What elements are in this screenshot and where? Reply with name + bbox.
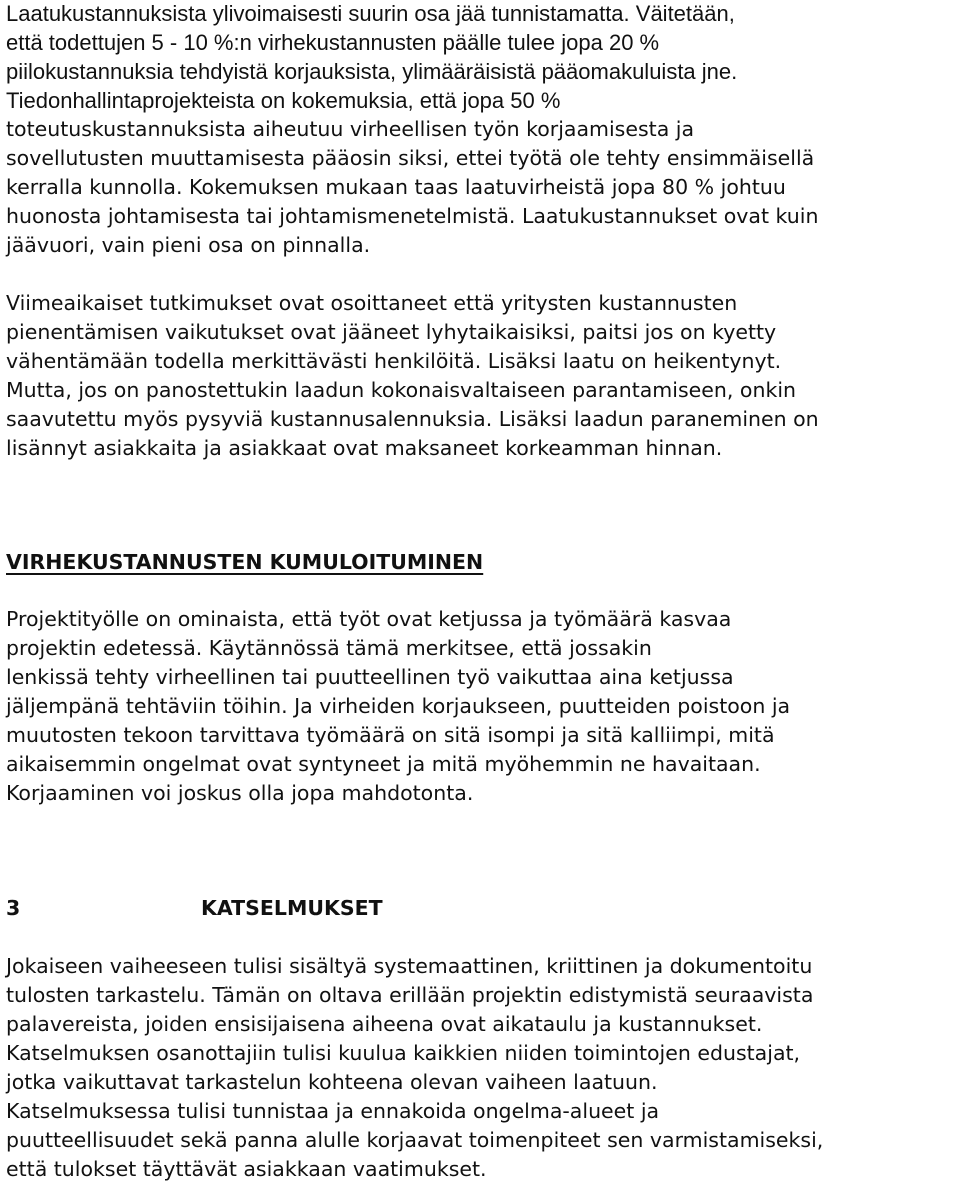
section-heading: VIRHEKUSTANNUSTEN KUMULOITUMINEN: [6, 550, 484, 574]
chapter-title: KATSELMUKSET: [201, 896, 383, 920]
paragraph-line: Viimeaikaiset tutkimukset ovat osoittaneet että yritysten kustannusten: [6, 291, 738, 315]
paragraph-line: aikaisemmin ongelmat ovat syntyneet ja mitä myöhemmin ne havaitaan.: [6, 752, 761, 776]
paragraph-line: vähentämään todella merkittävästi henkilöitä. Lisäksi laatu on heikentynyt.: [6, 349, 782, 373]
paragraph-line: lisännyt asiakkaita ja asiakkaat ovat maksaneet korkeamman hinnan.: [6, 436, 723, 460]
paragraph-line: puutteellisuudet sekä panna alulle korjaavat toimenpiteet sen varmistamiseksi,: [6, 1128, 824, 1152]
paragraph-line: että tulokset täyttävät asiakkaan vaatimukset.: [6, 1157, 487, 1181]
paragraph-line: Projektityölle on ominaista, että työt ovat ketjussa ja työmäärä kasvaa: [6, 607, 732, 631]
paragraph-line: Katselmuksessa tulisi tunnistaa ja ennakoida ongelma-alueet ja: [6, 1099, 660, 1123]
paragraph-line: jäljempänä tehtäviin töihin. Ja virheiden korjaukseen, puutteiden poistoon ja: [6, 694, 791, 718]
paragraph-line: saavutettu myös pysyviä kustannusalennuksia. Lisäksi laadun paraneminen on: [6, 407, 819, 431]
paragraph-line: Katselmuksen osanottajiin tulisi kuulua kaikkien niiden toimintojen edustajat,: [6, 1041, 801, 1065]
paragraph-line: muutosten tekoon tarvittava työmäärä on sitä isompi ja sitä kalliimpi, mitä: [6, 723, 775, 747]
paragraph-line: tulosten tarkastelu. Tämän on oltava erillään projektin edistymistä seuraavista: [6, 983, 814, 1007]
paragraph-line: jäävuori, vain pieni osa on pinnalla.: [6, 233, 371, 257]
paragraph-line: että todettujen 5 - 10 %:n virhekustannusten päälle tulee jopa 20 %: [6, 30, 660, 55]
chapter-number: 3: [6, 896, 21, 920]
paragraph-line: jotka vaikuttavat tarkastelun kohteena olevan vaiheen laatuun.: [6, 1070, 658, 1094]
paragraph-line: Jokaiseen vaiheeseen tulisi sisältyä systemaattinen, kriittinen ja dokumentoitu: [6, 954, 813, 978]
paragraph-line: sovellutusten muuttamisesta pääosin siksi, ettei työtä ole tehty ensimmäisellä: [6, 146, 815, 170]
paragraph-line: toteutuskustannuksista aiheutuu virheellisen työn korjaamisesta ja: [6, 117, 695, 141]
paragraph-line: projektin edetessä. Käytännössä tämä merkitsee, että jossakin: [6, 636, 652, 660]
paragraph-line: palavereista, joiden ensisijaisena aiheena ovat aikataulu ja kustannukset.: [6, 1012, 763, 1036]
paragraph-line: Mutta, jos on panostettukin laadun kokonaisvaltaiseen parantamiseen, onkin: [6, 378, 797, 402]
paragraph-line: pienentämisen vaikutukset ovat jääneet lyhytaikaisiksi, paitsi jos on kyetty: [6, 320, 777, 344]
paragraph-line: lenkissä tehty virheellinen tai puutteellinen työ vaikuttaa aina ketjussa: [6, 665, 734, 689]
paragraph-line: Tiedonhallintaprojekteista on kokemuksia, että jopa 50 %: [6, 88, 561, 113]
paragraph-line: Laatukustannuksista ylivoimaisesti suurin osa jää tunnistamatta. Väitetään,: [6, 1, 735, 26]
paragraph-line: huonosta johtamisesta tai johtamismenetelmistä. Laatukustannukset ovat kuin: [6, 204, 819, 228]
paragraph-line: kerralla kunnolla. Kokemuksen mukaan taas laatuvirheistä jopa 80 % johtuu: [6, 175, 786, 199]
paragraph-line: Korjaaminen voi joskus olla jopa mahdotonta.: [6, 781, 474, 805]
paragraph-line: piilokustannuksia tehdyistä korjauksista, ylimääräisistä pääomakuluista jne.: [6, 59, 738, 84]
